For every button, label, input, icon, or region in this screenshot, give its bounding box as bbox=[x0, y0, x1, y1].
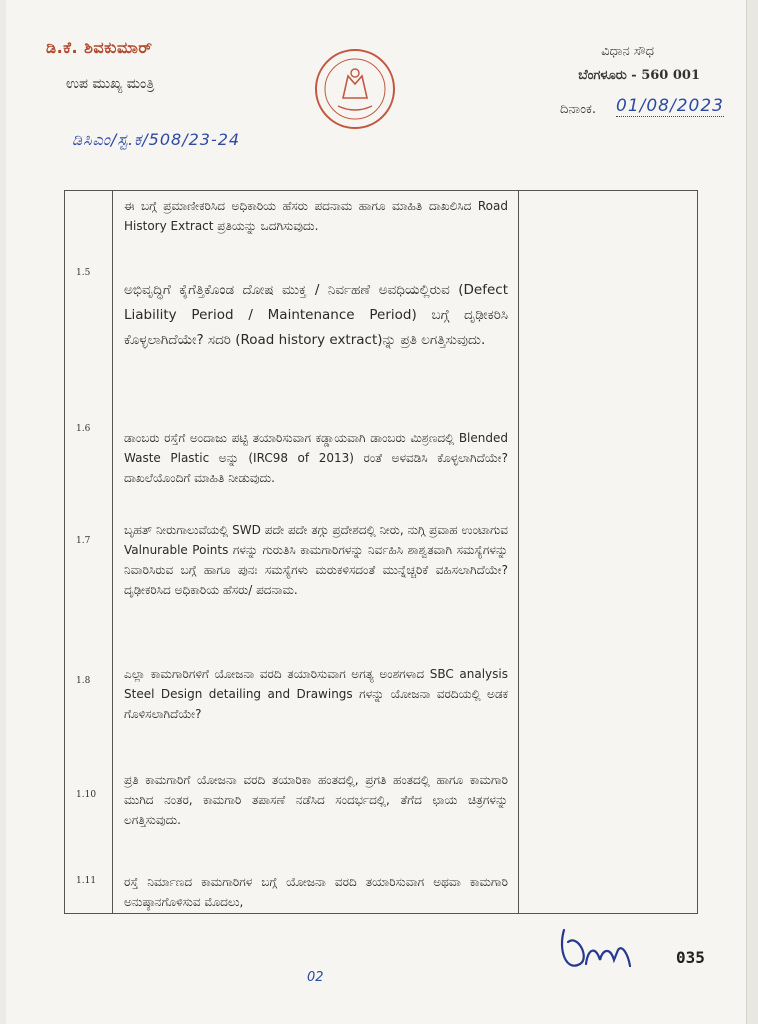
row-number-1-8: 1.8 bbox=[76, 676, 91, 686]
footer-number: 02 bbox=[307, 970, 324, 985]
table-divider-number bbox=[112, 190, 113, 914]
row-number-1-11: 1.11 bbox=[76, 876, 97, 886]
page-edge-right bbox=[746, 0, 758, 1024]
table-divider-remarks bbox=[518, 190, 519, 914]
handwritten-signature bbox=[556, 920, 640, 976]
table-row-1-10: ಪ್ರತಿ ಕಾಮಗಾರಿಗೆ ಯೋಜನಾ ವರದಿ ತಯಾರಿಕಾ ಹಂತದಲ್ಲಿ, ಪ್ರಗತಿ ಹಂತದಲ್ಲಿ ಹಾಗೂ ಕಾಮಗಾರಿ ಮುಗಿದ ನಂತರ, ಕಾಮಗಾರಿ ತಪಾಸಣೆ ನಡೆಸಿದ ಸಂದರ್ಭದಲ್ಲಿ, ತೆಗೆದ ಛಾಯ ಚಿತ್ರಗಳನ್ನು ಲಗತ್ತಿಸುವುದು. bbox=[124, 773, 508, 827]
table-row-continued: ಈ ಬಗ್ಗೆ ಪ್ರಮಾಣೀಕರಿಸಿದ ಅಧಿಕಾರಿಯ ಹೆಸರು ಪದನಾಮ ಹಾಗೂ ಮಾಹಿತಿ ದಾಖಲಿಸಿದ Road History Extract ಪ್ರತಿಯನ್ನು ಒದಗಿಸುವುದು. bbox=[124, 199, 508, 233]
page-edge-left bbox=[0, 0, 6, 1024]
letterhead-name: ಡಿ.ಕೆ. ಶಿವಕುಮಾರ್ bbox=[46, 38, 153, 57]
table-row-1-8: ಎಲ್ಲಾ ಕಾಮಗಾರಿಗಳಿಗೆ ಯೋಜನಾ ವರದಿ ತಯಾರಿಸುವಾಗ ಅಗತ್ಯ ಅಂಶಗಳಾದ SBC analysis Steel Design detailing and Drawings ಗಳನ್ನು ಯೋಜನಾ ವರದಿಯಲ್ಲಿ ಅಡಕ ಗೊಳಿಸಲಾಗಿದೆಯೇ? bbox=[124, 667, 508, 721]
row-number-1-5: 1.5 bbox=[76, 268, 91, 278]
row-number-1-10: 1.10 bbox=[76, 790, 97, 800]
row-number-1-7: 1.7 bbox=[76, 536, 91, 546]
table-row-1-5: ಅಭಿವೃದ್ಧಿಗೆ ಕೈಗೆತ್ತಿಕೊಂಡ ದೋಷ ಮುಕ್ತ / ನಿರ್ವಹಣೆ ಅವಧಿಯಲ್ಲಿರುವ (Defect Liability Period / Maintenance Period) ಬಗ್ಗೆ ದೃಢೀಕರಿಸಿ ಕೊಳ್ಳಲಾಗಿದೆಯೇ? ಸದರಿ (Road history extract)ನ್ನು ಪ್ರತಿ ಲಗತ್ತಿಸುವುದು. bbox=[124, 282, 508, 348]
letterhead-city: ಬೆಂಗಳೂರು - 560 001 bbox=[578, 68, 700, 83]
letterhead-designation: ಉಪ ಮುಖ್ಯ ಮಂತ್ರಿ bbox=[66, 76, 155, 92]
reference-number: ಡಿಸಿಎಂ/ಸ್ಟ.ಕ/508/23-24 bbox=[72, 130, 241, 149]
table-row-1-11: ರಸ್ತೆ ನಿರ್ಮಾಣದ ಕಾಮಗಾರಿಗಳ ಬಗ್ಗೆ ಯೋಜನಾ ವರದಿ ತಯಾರಿಸುವಾಗ ಅಥವಾ ಕಾಮಗಾರಿ ಅನುಷ್ಠಾನಗೊಳಿಸುವ ಮೊದಲು, bbox=[124, 875, 508, 909]
letterhead-office: ವಿಧಾನ ಸೌಧ bbox=[601, 44, 654, 59]
table-row-1-6: ಡಾಂಬರು ರಸ್ತೆಗೆ ಅಂದಾಜು ಪಟ್ಟಿ ತಯಾರಿಸುವಾಗ ಕಡ್ಡಾಯವಾಗಿ ಡಾಂಬರು ಮಿಶ್ರಣದಲ್ಲಿ Blended Waste Plastic ಅನ್ನು (IRC98 of 2013) ರಂತೆ ಅಳವಡಿಸಿ ಕೊಳ್ಳಲಾಗಿದೆಯೇ? ದಾಖಲೆಯೊಂದಿಗೆ ಮಾಹಿತಿ ನೀಡುವುದು. bbox=[124, 431, 508, 485]
table-row-1-7: ಬೃಹತ್ ನೀರುಗಾಲುವೆಯಲ್ಲಿ SWD ಪದೇ ಪದೇ ತಗ್ಗು ಪ್ರದೇಶದಲ್ಲಿ ನೀರು, ನುಗ್ಗಿ ಪ್ರವಾಹ ಉಂಟಾಗುವ Valnurable Points ಗಳನ್ನು ಗುರುತಿಸಿ ಕಾಮಗಾರಿಗಳನ್ನು ನಿರ್ವಹಿಸಿ ಶಾಶ್ವತವಾಗಿ ಸಮಸ್ಯೆಗಳನ್ನು ನಿವಾರಿಸಿರುವ ಬಗ್ಗೆ ಹಾಗೂ ಪುನಃ ಸಮಸ್ಯೆಗಳು ಮರುಕಳಿಸದಂತೆ ಮುನ್ನೆಚ್ಚರಿಕೆ ವಹಿಸಲಾಗಿದೆಯೇ? ದೃಢೀಕರಿಸಿದ ಅಧಿಕಾರಿಯ ಹೆಸರು/ ಪದನಾಮ. bbox=[124, 523, 508, 597]
page-number: 035 bbox=[676, 948, 705, 967]
government-seal-icon bbox=[314, 48, 396, 130]
row-number-1-6: 1.6 bbox=[76, 424, 91, 434]
date-value: 01/08/2023 bbox=[616, 96, 724, 116]
date-label: ದಿನಾಂಕ. bbox=[560, 102, 596, 117]
